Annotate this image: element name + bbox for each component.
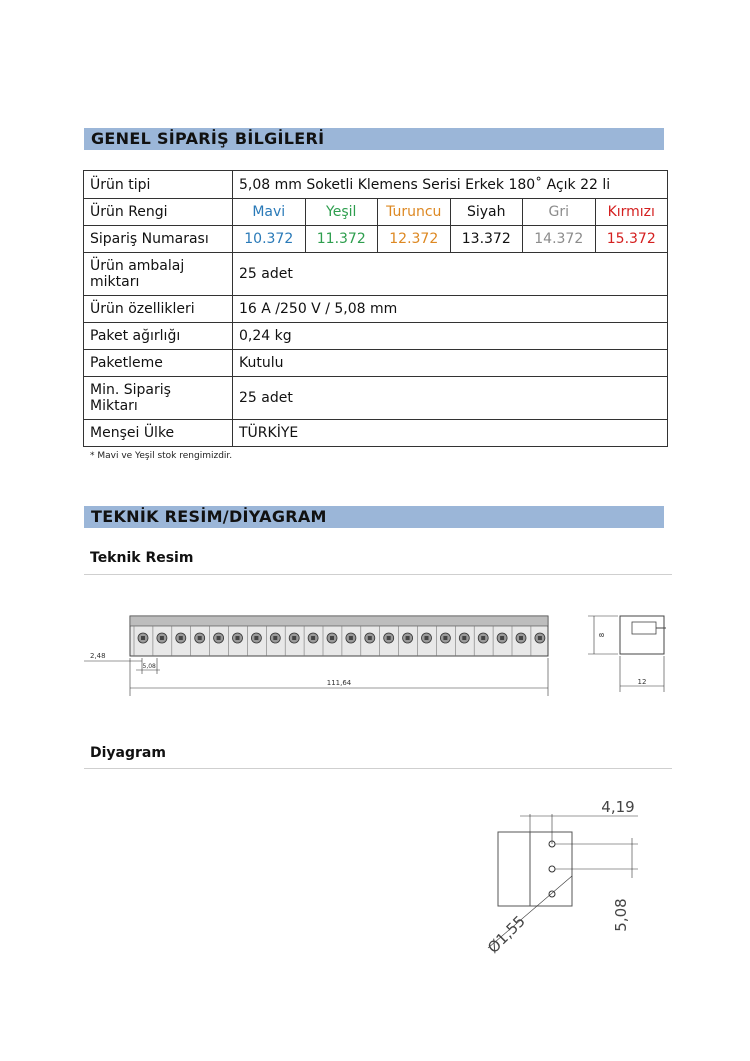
pin-contact bbox=[330, 636, 334, 640]
color-name-cell: Turuncu bbox=[378, 199, 451, 226]
pin-hole bbox=[549, 891, 555, 897]
pin-contact bbox=[273, 636, 277, 640]
dim-hole-label: Ø1,55 bbox=[484, 912, 529, 957]
label-cell: Ürün tipi bbox=[84, 171, 233, 199]
pin-contact bbox=[538, 636, 542, 640]
order-code-cell: 13.372 bbox=[450, 226, 523, 253]
diagram-heading: Diyagram bbox=[90, 745, 166, 761]
pin-contact bbox=[387, 636, 391, 640]
dim-offset-label: 4,19 bbox=[601, 798, 635, 816]
value-cell: 25 adet bbox=[233, 377, 668, 420]
dim-offset-label: 2,48 bbox=[90, 652, 106, 660]
section-title: TEKNİK RESİM/DİYAGRAM bbox=[91, 507, 327, 526]
pin-diagram bbox=[480, 790, 650, 960]
technical-drawing-heading: Teknik Resim bbox=[90, 550, 194, 566]
table-row bbox=[84, 171, 668, 199]
pin-contact bbox=[198, 636, 202, 640]
dim-pitch-label: 5,08 bbox=[612, 898, 630, 932]
pin-contact bbox=[406, 636, 410, 640]
pin-contact bbox=[349, 636, 353, 640]
order-code-cell: 15.372 bbox=[595, 226, 668, 253]
color-name-cell: Gri bbox=[523, 199, 596, 226]
section-header-technical bbox=[84, 506, 664, 528]
color-name-cell: Mavi bbox=[233, 199, 306, 226]
value-cell: Kutulu bbox=[233, 350, 668, 377]
table-row bbox=[84, 296, 668, 323]
label-cell: Sipariş Numarası bbox=[84, 226, 233, 253]
divider bbox=[84, 768, 672, 769]
color-name-cell: Kırmızı bbox=[595, 199, 668, 226]
stock-note: * Mavi ve Yeşil stok rengimizdir. bbox=[90, 451, 233, 461]
table-row bbox=[84, 323, 668, 350]
technical-drawing bbox=[84, 606, 674, 701]
label-cell bbox=[84, 253, 233, 296]
dim-depth-label: 12 bbox=[637, 678, 647, 686]
table-row bbox=[84, 350, 668, 377]
label-cell: Paket ağırlığı bbox=[84, 323, 233, 350]
pin-contact bbox=[217, 636, 221, 640]
pin-contact bbox=[368, 636, 372, 640]
table-row bbox=[84, 199, 668, 226]
pin-contact bbox=[311, 636, 315, 640]
pin-contact bbox=[141, 636, 145, 640]
divider bbox=[84, 574, 672, 575]
label-line: miktarı bbox=[90, 274, 140, 290]
pin-contact bbox=[179, 636, 183, 640]
pin-contact bbox=[425, 636, 429, 640]
side-view-pin bbox=[632, 622, 656, 634]
connector-top-rail bbox=[130, 616, 548, 626]
pin-contact bbox=[462, 636, 466, 640]
table-row bbox=[84, 377, 668, 420]
label-line: Ürün ambalaj bbox=[90, 258, 185, 274]
order-info-table bbox=[83, 170, 668, 447]
pin-contact bbox=[500, 636, 504, 640]
pin-contact bbox=[160, 636, 164, 640]
label-line: Min. Sipariş bbox=[90, 382, 171, 398]
value-cell: 16 A /250 V / 5,08 mm bbox=[233, 296, 668, 323]
pin-contact bbox=[443, 636, 447, 640]
label-cell: Ürün Rengi bbox=[84, 199, 233, 226]
section-title: GENEL SİPARİŞ BİLGİLERİ bbox=[91, 129, 325, 148]
section-header-general bbox=[84, 128, 664, 150]
dim-height-label: 8 bbox=[598, 632, 606, 638]
pin-contact bbox=[254, 636, 258, 640]
pin-contact bbox=[481, 636, 485, 640]
label-cell: Paketleme bbox=[84, 350, 233, 377]
color-name-cell: Siyah bbox=[450, 199, 523, 226]
pin-contact bbox=[292, 636, 296, 640]
product-type-value: 5,08 mm Soketli Klemens Serisi Erkek 180˚ Açık 22 li bbox=[233, 171, 668, 199]
color-name-cell: Yeşil bbox=[305, 199, 378, 226]
table-row bbox=[84, 226, 668, 253]
label-line: Miktarı bbox=[90, 398, 138, 414]
table-row bbox=[84, 253, 668, 296]
value-cell: 0,24 kg bbox=[233, 323, 668, 350]
table-row bbox=[84, 420, 668, 447]
order-code-cell: 12.372 bbox=[378, 226, 451, 253]
label-cell bbox=[84, 377, 233, 420]
value-cell: 25 adet bbox=[233, 253, 668, 296]
order-code-cell: 14.372 bbox=[523, 226, 596, 253]
value-cell: TÜRKİYE bbox=[233, 420, 668, 447]
dim-pitch-label: 5,08 bbox=[142, 663, 156, 670]
order-code-cell: 11.372 bbox=[305, 226, 378, 253]
order-code-cell: 10.372 bbox=[233, 226, 306, 253]
dim-total-label: 111,64 bbox=[326, 679, 352, 687]
pin-contact bbox=[519, 636, 523, 640]
pin-contact bbox=[236, 636, 240, 640]
label-cell: Menşei Ülke bbox=[84, 420, 233, 447]
label-cell: Ürün özellikleri bbox=[84, 296, 233, 323]
pin-hole bbox=[549, 866, 555, 872]
